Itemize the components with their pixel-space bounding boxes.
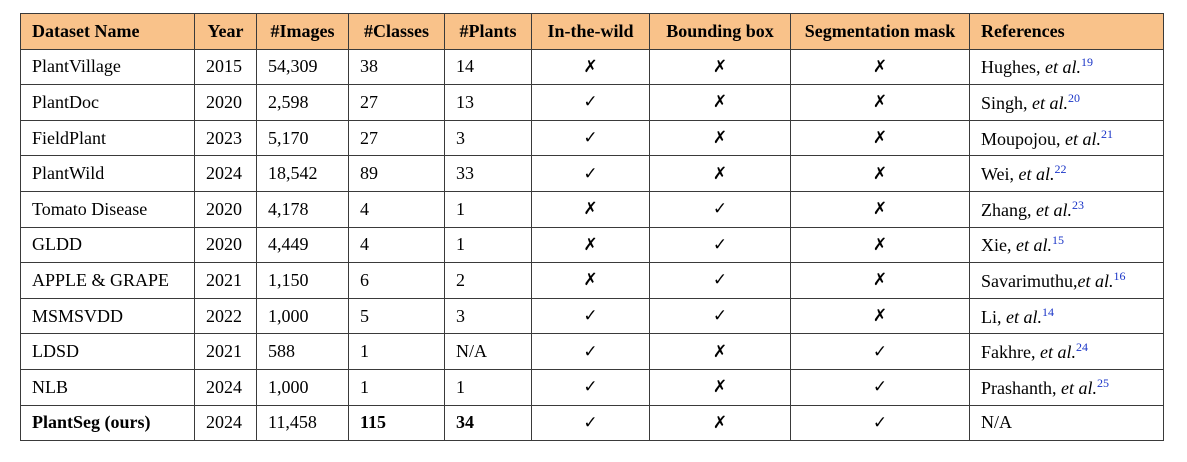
cell-images: 1,000 (257, 298, 349, 334)
table-row (21, 191, 1164, 227)
cell-classes: 1 (349, 334, 445, 370)
cell-segmentation-mask: ✓ (791, 405, 970, 441)
cell-reference (970, 298, 1164, 334)
cell-dataset-name: PlantWild (21, 156, 195, 192)
reference-author: Xie, (981, 235, 1016, 256)
cell-plants: 1 (445, 191, 532, 227)
reference-author: Savarimuthu, (981, 270, 1078, 291)
cell-in-the-wild: ✗ (532, 191, 650, 227)
cell-in-the-wild: ✓ (532, 156, 650, 192)
cell-segmentation-mask: ✗ (791, 227, 970, 263)
cell-images: 5,170 (257, 120, 349, 156)
cell-bounding-box: ✗ (650, 49, 791, 85)
header-dataset-name: Dataset Name (21, 14, 195, 50)
table-row (21, 85, 1164, 121)
cell-images: 54,309 (257, 49, 349, 85)
cell-plants: 1 (445, 227, 532, 263)
header-classes: #Classes (349, 14, 445, 50)
cell-year: 2020 (195, 227, 257, 263)
reference-citation-link[interactable]: 21 (1101, 126, 1114, 141)
dataset-comparison-table-wrapper (20, 13, 1164, 441)
table-row (21, 227, 1164, 263)
cell-classes: 6 (349, 263, 445, 299)
cell-in-the-wild: ✗ (532, 263, 650, 299)
cell-images: 4,178 (257, 191, 349, 227)
cell-year: 2024 (195, 405, 257, 441)
cell-plants: 34 (445, 405, 532, 441)
cell-in-the-wild: ✓ (532, 298, 650, 334)
header-in-the-wild: In-the-wild (532, 14, 650, 50)
cell-segmentation-mask: ✓ (791, 334, 970, 370)
cell-year: 2015 (195, 49, 257, 85)
cell-year: 2022 (195, 298, 257, 334)
cell-reference (970, 191, 1164, 227)
cell-dataset-name: PlantSeg (ours) (21, 405, 195, 441)
reference-author: Moupojou, (981, 128, 1066, 149)
cell-reference (970, 369, 1164, 405)
cell-plants: N/A (445, 334, 532, 370)
cell-classes: 4 (349, 227, 445, 263)
cell-dataset-name: Tomato Disease (21, 191, 195, 227)
cell-segmentation-mask: ✗ (791, 120, 970, 156)
reference-citation-link[interactable]: 25 (1097, 375, 1109, 390)
cell-bounding-box: ✗ (650, 334, 791, 370)
reference-citation-link[interactable]: 15 (1052, 233, 1064, 248)
cell-reference (970, 85, 1164, 121)
reference-author: Zhang, (981, 199, 1036, 220)
cell-reference (970, 263, 1164, 299)
header-images: #Images (257, 14, 349, 50)
reference-citation-link[interactable]: 22 (1054, 162, 1067, 177)
cell-reference (970, 227, 1164, 263)
header-plants: #Plants (445, 14, 532, 50)
cell-bounding-box: ✓ (650, 263, 791, 299)
table-row (21, 334, 1164, 370)
cell-bounding-box: ✓ (650, 227, 791, 263)
reference-et-al: et al. (1039, 342, 1076, 363)
cell-images: 4,449 (257, 227, 349, 263)
cell-classes: 1 (349, 369, 445, 405)
reference-citation-link[interactable]: 24 (1075, 340, 1088, 355)
cell-dataset-name: GLDD (21, 227, 195, 263)
cell-bounding-box: ✗ (650, 85, 791, 121)
cell-classes: 27 (349, 85, 445, 121)
reference-author: Singh, (981, 92, 1033, 113)
reference-citation-link[interactable]: 16 (1113, 268, 1126, 283)
cell-images: 1,000 (257, 369, 349, 405)
cell-year: 2024 (195, 369, 257, 405)
reference-et-al: et al. (1061, 377, 1097, 398)
cell-in-the-wild: ✗ (532, 227, 650, 263)
cell-dataset-name: NLB (21, 369, 195, 405)
table-body (21, 49, 1164, 441)
cell-dataset-name: PlantDoc (21, 85, 195, 121)
cell-segmentation-mask: ✓ (791, 369, 970, 405)
reference-citation-link[interactable]: 14 (1042, 304, 1054, 319)
table-row (21, 49, 1164, 85)
reference-author: N/A (981, 412, 1012, 433)
table-row (21, 156, 1164, 192)
reference-citation-link[interactable]: 23 (1071, 197, 1084, 212)
cell-segmentation-mask: ✗ (791, 263, 970, 299)
cell-reference (970, 120, 1164, 156)
cell-segmentation-mask: ✗ (791, 49, 970, 85)
cell-in-the-wild: ✓ (532, 334, 650, 370)
cell-reference (970, 334, 1164, 370)
table-row (21, 405, 1164, 441)
cell-dataset-name: LDSD (21, 334, 195, 370)
cell-classes: 27 (349, 120, 445, 156)
dataset-comparison-table (20, 13, 1164, 441)
table-row (21, 263, 1164, 299)
cell-segmentation-mask: ✗ (791, 191, 970, 227)
reference-citation-link[interactable]: 19 (1081, 55, 1093, 70)
cell-bounding-box: ✗ (650, 156, 791, 192)
cell-reference (970, 49, 1164, 85)
cell-plants: 13 (445, 85, 532, 121)
cell-segmentation-mask: ✗ (791, 298, 970, 334)
table-row (21, 120, 1164, 156)
cell-classes: 89 (349, 156, 445, 192)
cell-images: 18,542 (257, 156, 349, 192)
cell-in-the-wild: ✓ (532, 85, 650, 121)
reference-et-al: et al. (1045, 57, 1081, 78)
cell-reference (970, 405, 1164, 441)
table-row (21, 298, 1164, 334)
reference-et-al: et al. (1016, 235, 1052, 256)
cell-plants: 3 (445, 120, 532, 156)
cell-in-the-wild: ✓ (532, 369, 650, 405)
cell-dataset-name: APPLE & GRAPE (21, 263, 195, 299)
cell-plants: 2 (445, 263, 532, 299)
reference-et-al: et al. (1077, 270, 1114, 291)
cell-in-the-wild: ✗ (532, 49, 650, 85)
cell-year: 2020 (195, 191, 257, 227)
cell-images: 1,150 (257, 263, 349, 299)
reference-author: Li, (981, 306, 1006, 327)
header-references: References (970, 14, 1164, 50)
cell-in-the-wild: ✓ (532, 120, 650, 156)
reference-author: Prashanth, (981, 377, 1061, 398)
cell-year: 2021 (195, 263, 257, 299)
cell-classes: 115 (349, 405, 445, 441)
cell-classes: 4 (349, 191, 445, 227)
cell-bounding-box: ✗ (650, 405, 791, 441)
cell-year: 2021 (195, 334, 257, 370)
cell-segmentation-mask: ✗ (791, 156, 970, 192)
cell-dataset-name: FieldPlant (21, 120, 195, 156)
cell-classes: 5 (349, 298, 445, 334)
header-segmentation-mask: Segmentation mask (791, 14, 970, 50)
header-row (21, 14, 1164, 50)
reference-et-al: et al. (1018, 164, 1055, 185)
header-bounding-box: Bounding box (650, 14, 791, 50)
cell-bounding-box: ✗ (650, 120, 791, 156)
cell-bounding-box: ✗ (650, 369, 791, 405)
reference-author: Wei, (981, 164, 1019, 185)
reference-et-al: et al. (1032, 92, 1069, 113)
cell-dataset-name: MSMSVDD (21, 298, 195, 334)
cell-bounding-box: ✓ (650, 298, 791, 334)
reference-et-al: et al. (1035, 199, 1072, 220)
reference-author: Fakhre, (981, 342, 1040, 363)
reference-author: Hughes, (981, 57, 1045, 78)
cell-plants: 3 (445, 298, 532, 334)
cell-segmentation-mask: ✗ (791, 85, 970, 121)
cell-plants: 14 (445, 49, 532, 85)
cell-bounding-box: ✓ (650, 191, 791, 227)
cell-classes: 38 (349, 49, 445, 85)
cell-year: 2024 (195, 156, 257, 192)
reference-et-al: et al. (1065, 128, 1102, 149)
header-year: Year (195, 14, 257, 50)
cell-plants: 33 (445, 156, 532, 192)
table-row (21, 369, 1164, 405)
cell-year: 2020 (195, 85, 257, 121)
cell-plants: 1 (445, 369, 532, 405)
cell-reference (970, 156, 1164, 192)
cell-year: 2023 (195, 120, 257, 156)
cell-in-the-wild: ✓ (532, 405, 650, 441)
reference-et-al: et al. (1006, 306, 1042, 327)
reference-citation-link[interactable]: 20 (1068, 90, 1081, 105)
cell-images: 588 (257, 334, 349, 370)
cell-images: 2,598 (257, 85, 349, 121)
cell-images: 11,458 (257, 405, 349, 441)
cell-dataset-name: PlantVillage (21, 49, 195, 85)
